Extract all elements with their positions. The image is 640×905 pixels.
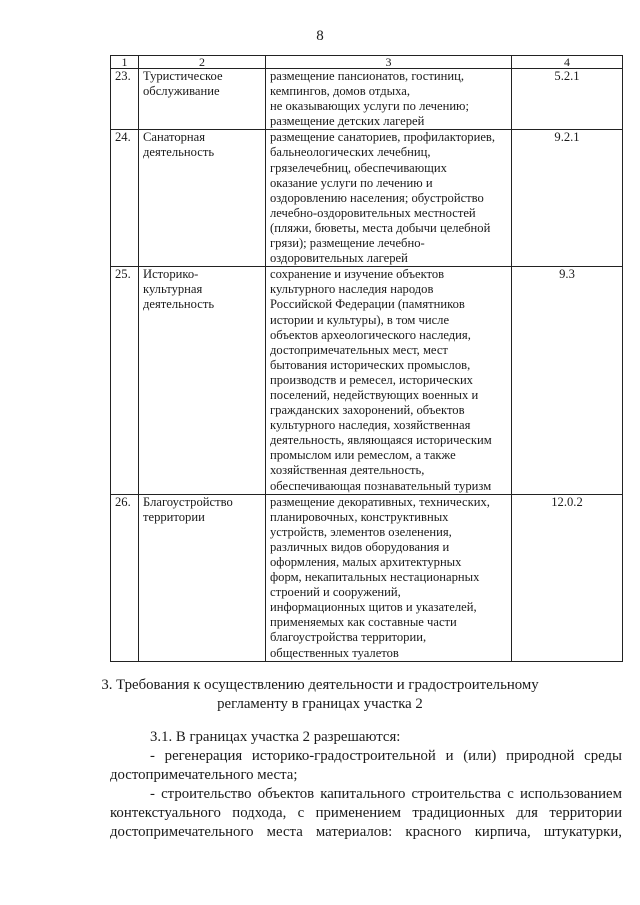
- paragraph-regeneration-line-1: - регенерация историко-градостроительной и (или) природной среды: [150, 748, 622, 764]
- use-description-line: оздоровлению населения; обустройство: [270, 190, 484, 205]
- use-code: 9.3: [512, 267, 623, 494]
- paragraph-construction-line-1: - строительство объектов капитального строительства с использованием: [150, 786, 622, 802]
- use-description-line: объектов археологического наследия,: [270, 327, 471, 342]
- use-description-line: применяемых как составные части: [270, 615, 457, 630]
- header-cell-2: 2: [139, 56, 266, 69]
- use-description-line: (пляжи, бюветы, места добычи целебной: [270, 220, 491, 235]
- use-description-line: устройств, элементов озеленения,: [270, 524, 452, 539]
- header-cell-3: 3: [266, 56, 512, 69]
- use-description-line: поселений, недействующих военных и: [270, 387, 479, 402]
- use-description-line: хозяйственная деятельность,: [270, 463, 425, 478]
- section-title-line-2: регламенту в границах участка 2: [217, 696, 423, 712]
- row-number: 26.: [111, 494, 139, 661]
- use-description-line: оздоровительных лагерей: [270, 251, 408, 266]
- use-code: 12.0.2: [512, 494, 623, 661]
- table-row: [111, 130, 623, 267]
- use-type-name: [139, 130, 266, 267]
- section-title-line-1: 3. Требования к осуществлению деятельности и градостроительному: [101, 677, 539, 693]
- use-description-line: различных видов оборудования и: [270, 539, 450, 554]
- section-3-title: [0, 676, 640, 714]
- use-description-line: обеспечивающая познавательный туризм: [270, 478, 492, 493]
- use-description-line: благоустройства территории,: [270, 630, 427, 645]
- paragraph-construction-line-2: контекстуального подхода, с применением традиционных для территории: [110, 805, 622, 821]
- use-description-line: грязи); размещение лечебно-: [270, 236, 425, 251]
- use-description-line: размещение санаториев, профилакториев,: [270, 130, 496, 145]
- use-type-name-line: культурная: [143, 282, 203, 297]
- use-description-line: Российской Федерации (памятников: [270, 297, 465, 312]
- use-type-name: [139, 494, 266, 661]
- paragraph-regeneration-line-2: достопримечательного места;: [110, 767, 298, 783]
- use-type-name-line: деятельность: [143, 145, 215, 160]
- land-use-table: [110, 55, 623, 662]
- use-description-line: достопримечательных мест, мест: [270, 342, 448, 357]
- header-cell-1: 1: [111, 56, 139, 69]
- use-code: 9.2.1: [512, 130, 623, 267]
- use-description-line: кемпингов, домов отдыха,: [270, 84, 411, 99]
- table-body: [111, 69, 623, 662]
- table-row: [111, 69, 623, 130]
- use-description-line: строений и сооружений,: [270, 585, 401, 600]
- use-type-name-line: Историко-: [143, 267, 199, 282]
- row-number: 25.: [111, 267, 139, 494]
- use-type-name-line: территории: [143, 509, 205, 524]
- table-row: [111, 267, 623, 494]
- paragraph-construction-line-3: достопримечательного места материалов: красного кирпича, штукатурки,: [110, 824, 622, 840]
- paragraph-3-1: 3.1. В границах участка 2 разрешаются:: [150, 729, 401, 745]
- use-code: 5.2.1: [512, 69, 623, 130]
- use-description-line: размещение декоративных, технических,: [270, 494, 490, 509]
- use-description-line: промыслом или ремеслом, а также: [270, 448, 456, 463]
- use-description-line: оказание услуги по лечению и: [270, 175, 433, 190]
- use-description-line: производств и ремесел, исторических: [270, 372, 473, 387]
- use-type-name-line: Благоустройство: [143, 494, 233, 509]
- use-description-line: деятельность, являющаяся историческим: [270, 433, 492, 448]
- use-type-name-line: Туристическое: [143, 69, 223, 83]
- use-description-line: лечебно-оздоровительных местностей: [270, 205, 476, 220]
- use-description: [266, 267, 512, 494]
- use-description: [266, 69, 512, 130]
- use-type-name-line: обслуживание: [143, 84, 220, 99]
- use-description-line: оформления, малых архитектурных: [270, 555, 462, 569]
- use-description-line: форм, некапитальных нестационарных: [270, 570, 480, 585]
- use-description-line: культурного наследия, хозяйственная: [270, 418, 471, 433]
- use-description-line: культурного наследия народов: [270, 282, 434, 297]
- header-cell-4: 4: [512, 56, 623, 69]
- row-number: 24.: [111, 130, 139, 267]
- use-description-line: сохранение и изучение объектов: [270, 267, 445, 282]
- table-header-row: [111, 56, 623, 69]
- use-description-line: истории и культуры), в том числе: [270, 312, 450, 327]
- use-type-name: [139, 267, 266, 494]
- use-description: [266, 130, 512, 267]
- use-description-line: грязелечебниц, обеспечивающих: [270, 160, 447, 175]
- use-type-name-line: Санаторная: [143, 130, 206, 145]
- use-description-line: бытования исторических промыслов,: [270, 357, 471, 372]
- use-description-line: не оказывающих услуги по лечению;: [270, 99, 469, 114]
- use-description-line: общественных туалетов: [270, 645, 399, 660]
- use-description-line: размещение детских лагерей: [270, 114, 425, 129]
- table-row: [111, 494, 623, 661]
- use-description-line: информационных щитов и указателей,: [270, 600, 477, 615]
- section-3-body: [110, 728, 622, 842]
- use-description: [266, 494, 512, 661]
- use-description-line: планировочных, конструктивных: [270, 509, 449, 524]
- page-number: 8: [316, 28, 324, 44]
- use-type-name: [139, 69, 266, 130]
- use-type-name-line: деятельность: [143, 297, 215, 312]
- use-description-line: бальнеологических лечебниц,: [270, 145, 431, 160]
- use-description-line: размещение пансионатов, гостиниц,: [270, 69, 464, 83]
- use-description-line: гражданских захоронений, объектов: [270, 403, 465, 418]
- row-number: 23.: [111, 69, 139, 130]
